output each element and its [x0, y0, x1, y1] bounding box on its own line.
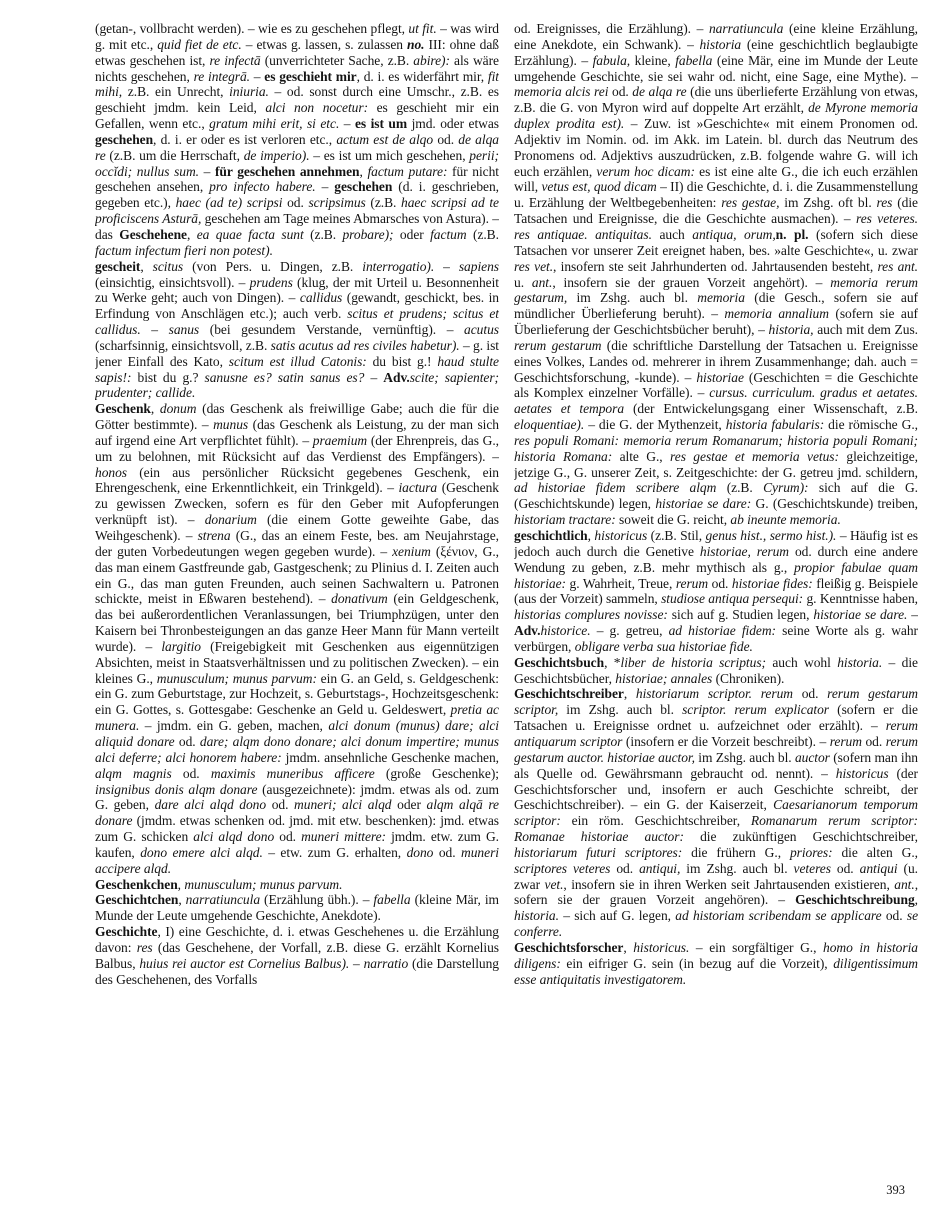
- dictionary-entry: Geschichtchen, narratiuncula (Erzählung übh.). – fabella (kleine Mär, im Munde der Leute umgehende Geschichte, Anekdote).: [95, 892, 499, 924]
- dictionary-entry: Geschichtsbuch, *liber de historia scriptus; auch wohl historia. – die Geschichtsbücher, historiae; annales (Chroniken).: [514, 654, 918, 686]
- dictionary-entry: (getan-, vollbracht werden). – wie es zu geschehen pflegt, ut fit. – was wird g. mit etc., quid fiet de etc. – etwas g. lassen, s. zulassen no. III: ohne daß etwas geschehen ist, re infectā (unverrichteter Sache, z.B. abire): als wäre nichts geschehen, re integrā. – es geschieht mir, d. i. es widerfährt mir, fit mihi, z.B. ein Unrecht, iniuria. – od. sonst durch eine Umschr., z.B. es geschieht jmdm. kein Leid, alci non nocetur: es geschieht mir ein Gefallen, wenn etc., gratum mihi erit, si etc. – es ist um jmd. oder etwas geschehen, d. i. er oder es ist verloren etc., actum est de alqo od. de alqa re (z.B. um die Herrschaft, de imperio). – es ist um mich geschehen, perii; occĭdi; nullus sum. – für geschehen annehmen, factum putare: für nicht geschehen ansehen, pro infecto habere. – geschehen (d. i. geschrieben, gegeben etc.), haec (ad te) scripsi od. scripsimus (z.B. haec scripsi ad te proficiscens Asturā, geschehen am Tage meines Abmarsches von Astura). – das Geschehene, ea quae facta sunt (z.B. probare); oder factum (z.B. factum infectum fieri non potest).: [95, 21, 499, 258]
- dictionary-entry: Geschenk, donum (das Geschenk als freiwillige Gabe; auch die für die Götter bestimmte). – munus (das Geschenk als Leistung, zu der man sich auf irgend eine Art verpflichtet fühlt). – praemium (der Ehrenpreis, das G., um zu belohnen, mit Rücksicht auf das Verdienst des Empfängers). – honos (ein aus persönlicher Rücksicht gegebenes Geschenk, ein Ehrengeschenk, eine Erkenntlichkeit, ein Trinkgeld). – iactura (Geschenk zu gewissen Zwecken, sofern es für den Geber mit Aufopferungen verknüpft ist). – donarium (die einem Gotte geweihte Gabe, das Weihgeschenk). – strena (G., das an einem Feste, bes. am Neujahrstage, der guten Vorbedeutungen wegen gegeben wurde). – xenium (ξένιον, G., das man einem Gastfreunde gab, Gastgeschenk; zu Plinius d. I. Zeiten auch ein G., das man guten Freunden, auch seinen Sachwaltern u. Patronen schickte, meist in Eßwaren bestehend). – donativum (ein Geldgeschenk, das bei außerordentlichen Veranlassungen, bei Triumphzügen, unter den Kaisern bei Thronbesteigungen an das ganze Heer Mann für Mann verteilt wurde). – largitio (Freigebigkeit mit Geschenken aus eigennützigen Absichten, meist in Staatsverhältnissen und zu politischen Zwecken). – ein kleines G., munusculum; munus parvum: ein G. an Geld, s. Geldgeschenk: ein G. zum Geburtstage, zur Hochzeit, s. Geburtstags-, Hochzeitsgeschenk: ein G. Gottes, s. Gottesgabe: Geschenke an Geld u. Geldeswert, pretia ac munera. – jmdm. ein G. geben, machen, alci donum (munus) dare; alci aliquid donare od. dare; alqm dono donare; alci donum impertire; munus alci deferre; alci honorem habere: jmdm. ansehnliche Geschenke machen, alqm magnis od. maximis muneribus afficere (große Geschenke); insignibus donis alqm donare (ausgezeichnete): jmdm. etwas als od. zum G. geben, dare alci alqd dono od. muneri; alci alqd oder alqm alqā re donare (jmdm. etwas schenken od. jmd. mit etw. beschenken): jmd. etwas zum G. schicken alci alqd dono od. muneri mittere: jmdm. etw. zum G. kaufen, dono emere alci alqd. – etw. zum G. erhalten, dono od. muneri accipere alqd.: [95, 401, 499, 876]
- column-right: [514, 21, 918, 1173]
- dictionary-entry: Geschenkchen, munusculum; munus parvum.: [95, 876, 343, 892]
- dictionary-entry: gescheit, scitus (von Pers. u. Dingen, z.B. interrogatio). – sapiens (einsichtig, einsichtsvoll). – prudens (klug, der mit Urteil u. Besonnenheit zu Werke geht; auch von Dingen). – callidus (gewandt, geschickt, bes. in Erfindung von Anschlägen etc.); auch verb. scitus et prudens; scitus et callidus. – sanus (bei gesundem Verstande, vernünftig). – acutus (scharfsinnig, einsichtsvoll, z.B. satis acutus ad res civiles habetur). – g. ist jener Einfall des Kato, scitum est illud Catonis: du bist g.! haud stulte sapis!: bist du g.? sanusne es? satin sanus es? – Adv.scite; sapienter; prudenter; callide.: [95, 258, 499, 401]
- dictionary-entry: od. Ereignisses, die Erzählung). – narratiuncula (eine kleine Erzählung, eine Anekdote, ein Schwank). – historia (eine geschichtlich beglaubigte Erzählung). – fabula, kleine, fabella (eine Mär, eine im Munde der Leute umgehende Geschichte, sie sei wahr od. nicht, eine Sage, eine Mythe). – memoria alcis rei od. de alqa re (die uns überlieferte Erzählung von etwas, z.B. die G. von Myron wird auf doppelte Art erzählt, de Myrone memoria duplex prodita est). – Zuw. ist »Geschichte« mit einem Pronomen od. Adjektiv im Nomin. od. im Akk. im Latein. bl. durch das Neutrum des Pronomens od. Adjektivs auszudrücken, z.B. folgende wahre G. will ich euch erzählen, verum hoc dicam: es ist eine alte G., die ich euch erzählen will, vetus est, quod dicam – II) die Geschichte, d. i. die Zusammenstellung u. Erzählung der Weltbegebenheiten: res gestae, im Zshg. oft bl. res (die Tatsachen und Ereignisse, die die Geschichte ausmachen). – res veteres. res antiquae. antiquitas. auch antiqua, orum,n. pl. (sofern sich diese Tatsachen vor unserer Zeit ereignet haben, bes. »alte Geschichte«, u. zwar res vet., insofern ste seit Jahrhunderten od. Jahrtausenden besteht, res ant. u. ant., insofern sie der grauen Vorzeit angehört). – memoria rerum gestarum, im Zshg. auch bl. memoria (die Gesch., sofern sie auf mündlicher Überlieferung beruht). – memoria annalium (sofern sie auf Überlieferung der Geschichtsbücher beruht), – historia, auch mit dem Zus. rerum gestarum (die schriftliche Darstellung der Tatsachen u. Ereignisse eines Volkes, Landes od. mehrerer in ihrem Zusammenhange; dah. auch = Geschichtsforschung, -kunde). – historiae (Geschichten = die Geschichte als Komplex einzelner Vorfälle). – cursus. curriculum. gradus et aetates. aetates et tempora (der Entwickelungsgang einer Wissenschaft, z.B. eloquentiae). – die G. der Mythenzeit, historia fabularis: die römische G., res populi Romani: memoria rerum Romanarum; historia populi Romani; historia Romana: alte G., res gestae et memoria vetus: gleichzeitige, jetzige G., G. unserer Zeit, s. Zeitgeschichte: der G. getreu jmd. schildern, ad historiae fidem scribere alqm (z.B. Cyrum): sich auf die G. (Geschichtskunde) legen, historiae se dare: G. (Geschichtskunde) treiben, historiam tractare: soweit die G. reicht, ab ineunte memoria.: [514, 21, 918, 528]
- dictionary-entry: Geschichtschreiber, historiarum scriptor. rerum od. rerum gestarum scriptor, im Zshg. auch bl. scriptor. rerum explicator (sofern er die Tatsachen u. Ereignisse ordnet u. aufzeichnet oder erzählt). – rerum antiquarum scriptor (insofern er die Vorzeit beschreibt). – rerum od. rerum gestarum auctor. historiae auctor, im Zshg. auch bl. auctor (sofern man ihn als Quelle od. Gewährsmann gebraucht od. nennt). – historicus (der Geschichtsforscher und, insofern er auch Geschichte schreibt, der Geschichtschreiber). – ein G. der Kaiserzeit, Caesarianorum temporum scriptor: ein röm. Geschichtschreiber, Romanarum rerum scriptor: Romanae historiae auctor: die zukünftigen Geschichtschreiber, historiarum futuri scriptores: die frühern G., priores: die alten G., scriptores veteres od. antiqui, im Zshg. auch bl. veteres od. antiqui (u. zwar vet., insofern sie in ihren Werken seit Jahrtausenden existieren, ant., sofern sie der grauen Vorzeit angehören). – Geschichtschreibung, historia. – sich auf G. legen, ad historiam scribendam se applicare od. se conferre.: [514, 686, 918, 940]
- dictionary-entry: Geschichtsforscher, historicus. – ein sorgfältiger G., homo in historia diligens: ein eifriger G. sein (in bezug auf die Vorzeit), diligentissimum esse antiquitatis investigatorem.: [514, 939, 918, 987]
- dictionary-entry: Geschichte, I) eine Geschichte, d. i. etwas Geschehenes u. die Erzählung davon: res (das Geschehene, der Vorfall, z.B. diese G. erzählt Kornelius Balbus, huius rei auctor est Cornelius Balbus). – narratio (die Darstellung des Geschehenen, des Vorfalls: [95, 924, 499, 987]
- dictionary-entry: geschichtlich, historicus (z.B. Stil, genus hist., sermo hist.). – Häufig ist es jedoch auch durch die Genetive historiae, rerum od. durch eine andere Wendung zu geben, z.B. mehr mythisch als g., propior fabulae quam historiae: g. Wahrheit, Treue, rerum od. historiae fides: fleißig g. Beispiele (aus der Vorzeit) sammeln, studiose antiqua persequi: g. Kenntnisse haben, historias complures novisse: sich auf g. Studien legen, historiae se dare. – Adv.historice. – g. getreu, ad historiae fidem: seine Worte als g. wahr verbürgen, obligare verba sua historiae fide.: [514, 528, 918, 654]
- page-number: 393: [886, 1183, 905, 1197]
- text-columns: [95, 21, 918, 1173]
- column-left: [95, 21, 499, 1173]
